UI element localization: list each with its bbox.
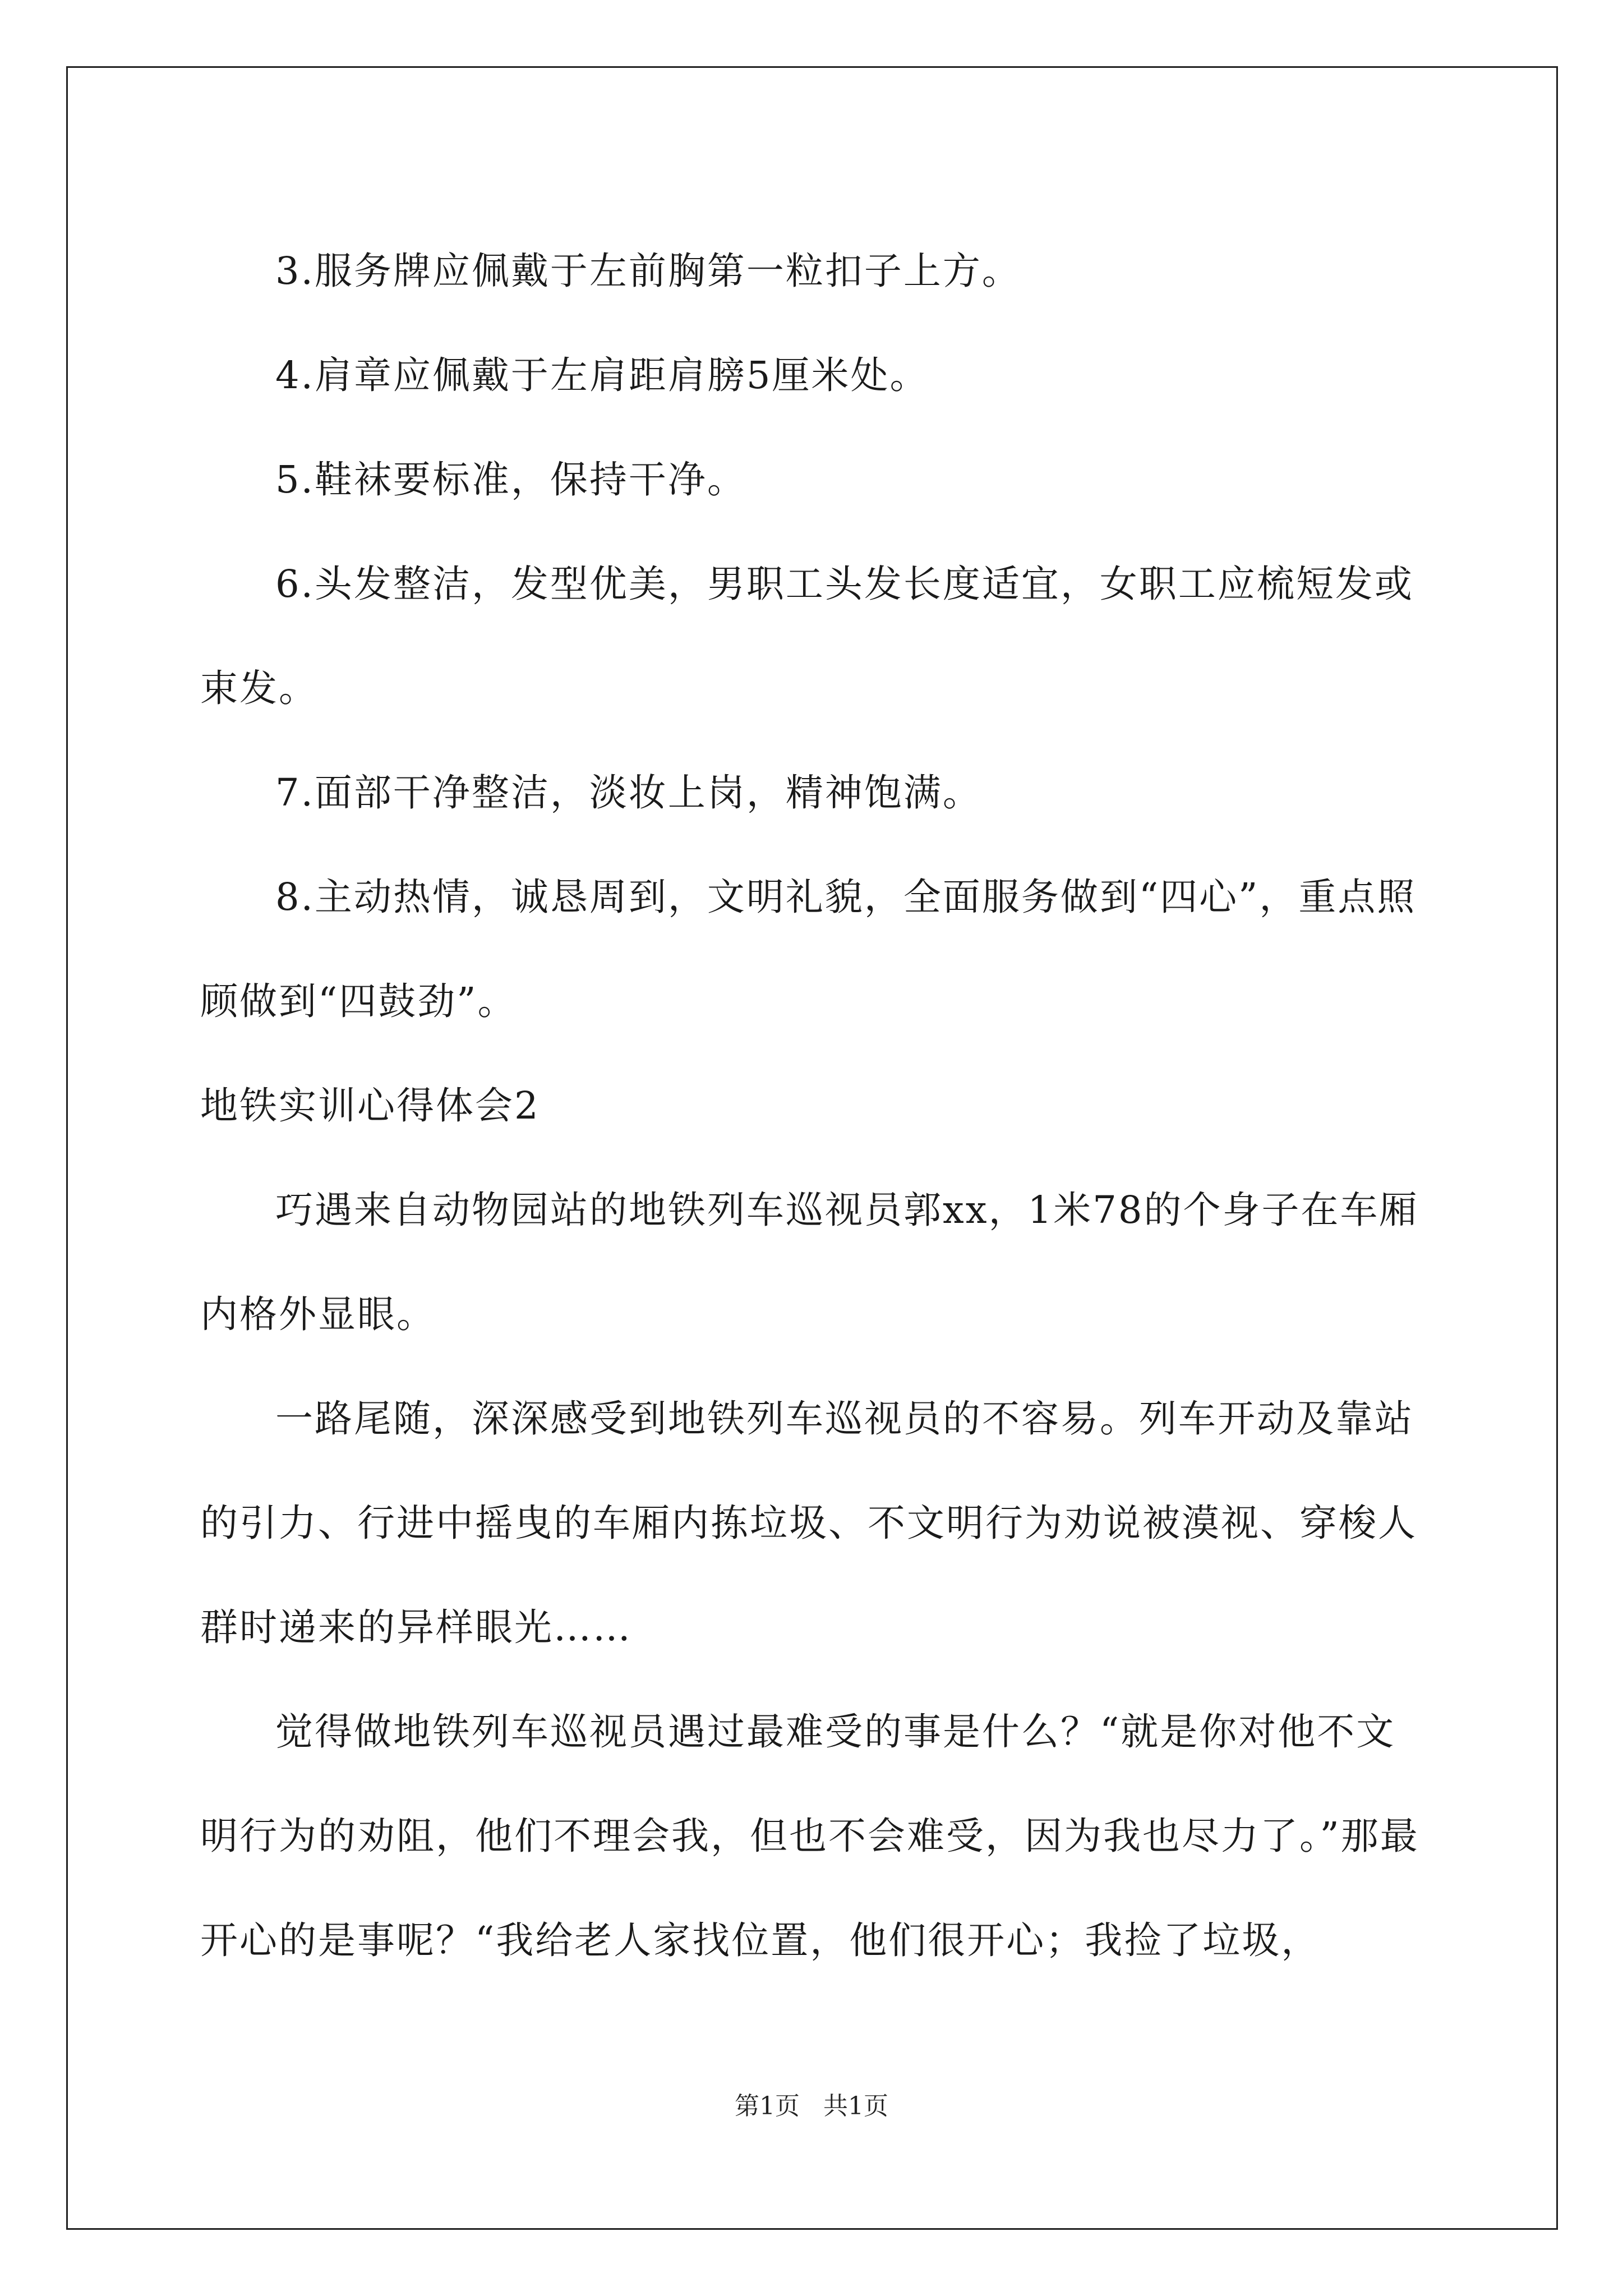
page-total: 共1页	[823, 2092, 888, 2120]
paragraph-item-7: 7.面部干净整洁，淡妆上岗，精神饱满。	[275, 771, 982, 815]
page-number: 第1页	[735, 2092, 800, 2120]
paragraph-item-6: 6.头发整洁，发型优美，男职工头发长度适宜，女职工应梳短发或束发。	[200, 562, 1414, 710]
section-heading: 地铁实训心得体会2	[200, 1084, 540, 1128]
paragraph-encounter: 巧遇来自动物园站的地铁列车巡视员郭xx，1米78的个身子在车厢内格外显眼。	[200, 1188, 1419, 1336]
paragraph-following: 一路尾随，深深感受到地铁列车巡视员的不容易。列车开动及靠站的引力、行进中摇曳的车厢内拣垃圾、不文明行为劝说被漠视、穿梭人群时递来的异样眼光……	[200, 1397, 1417, 1649]
document-body	[200, 219, 1427, 1993]
paragraph-item-5: 5.鞋袜要标准，保持干净。	[275, 458, 746, 501]
paragraph-item-8: 8.主动热情，诚恳周到，文明礼貌，全面服务做到“四心”，重点照顾做到“四鼓劲”。	[200, 875, 1417, 1023]
paragraph-item-4: 4.肩章应佩戴于左肩距肩膀5厘米处。	[275, 353, 929, 397]
paragraph-item-3: 3.服务牌应佩戴于左前胸第一粒扣子上方。	[275, 249, 1021, 293]
page-footer	[0, 2086, 1623, 2122]
paragraph-interview: 觉得做地铁列车巡视员遇过最难受的事是什么？“就是你对他不文明行为的劝阻，他们不理会我，但也不会难受，因为我也尽力了。”那最开心的是事呢？“我给老人家找位置，他们很开心；我捡了垃圾，	[200, 1710, 1419, 1962]
